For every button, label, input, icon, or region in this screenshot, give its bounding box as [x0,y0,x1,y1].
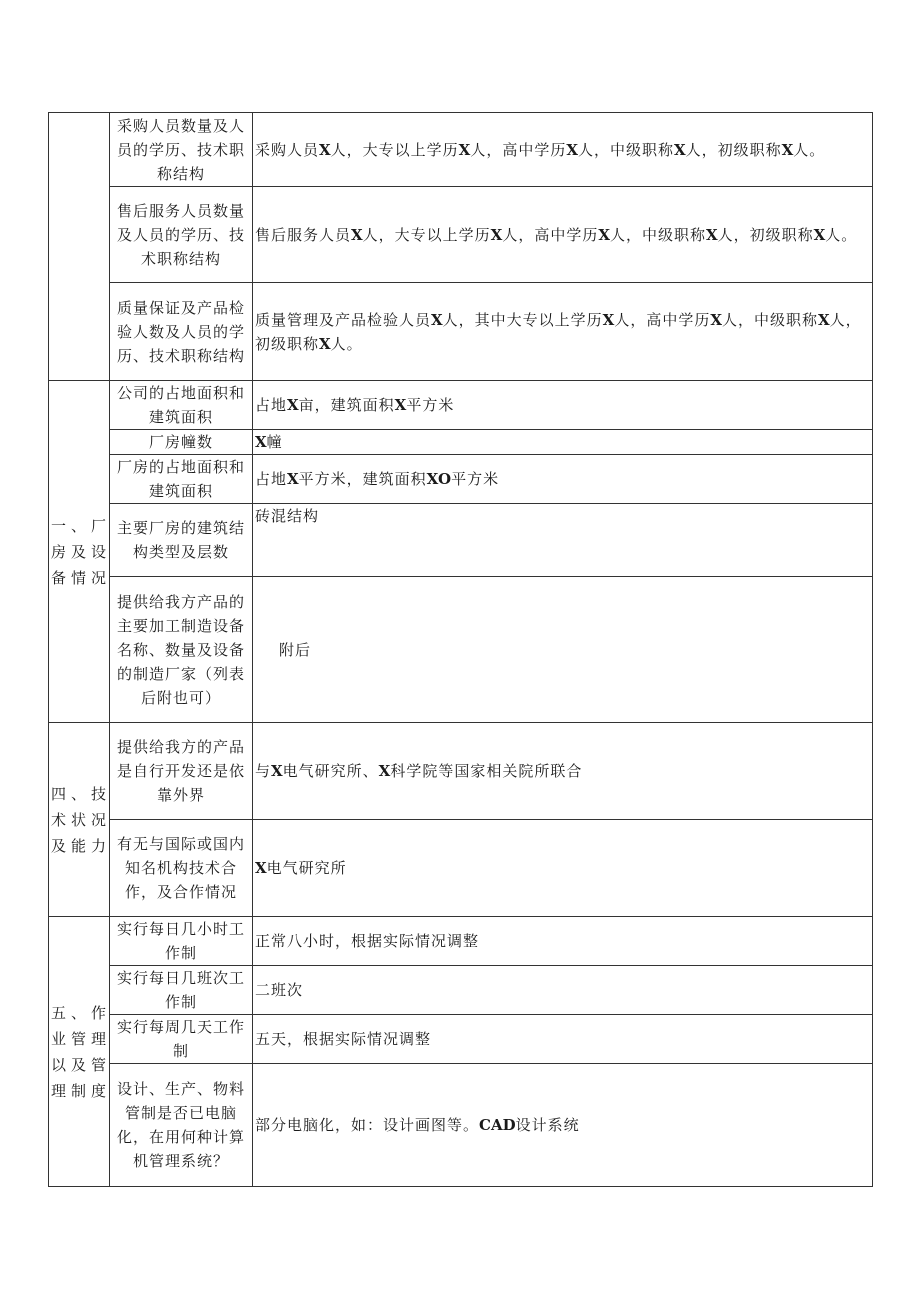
table-row [49,723,873,820]
item-label: 提供给我方产品的主要加工制造设备名称、数量及设备的制造厂家（列表后附也可） [110,577,253,723]
item-value: 砖混结构 [253,504,873,577]
table-row [49,283,873,381]
item-label: 售后服务人员数量及人员的学历、技术职称结构 [110,187,253,283]
table-row [49,966,873,1015]
item-label: 提供给我方的产品是自行开发还是依靠外界 [110,723,253,820]
supplier-info-table [48,112,873,1187]
item-value: X电气研究所 [253,820,873,917]
table-row [49,381,873,430]
item-value: 与X电气研究所、X科学院等国家相关院所联合 [253,723,873,820]
item-label: 设计、生产、物料管制是否已电脑化，在用何种计算机管理系统？ [110,1064,253,1187]
category-cell: 一、厂房及设备情况 [49,381,110,723]
table-row [49,1015,873,1064]
category-cell: 四、技术状况及能力 [49,723,110,917]
table-row [49,917,873,966]
table-row [49,113,873,187]
table-row [49,504,873,577]
item-label: 主要厂房的建筑结构类型及层数 [110,504,253,577]
item-value: 采购人员X人，大专以上学历X人，高中学历X人，中级职称X人，初级职称X人。 [253,113,873,187]
item-label: 质量保证及产品检验人数及人员的学历、技术职称结构 [110,283,253,381]
item-label: 实行每日几小时工作制 [110,917,253,966]
category-cell [49,113,110,381]
table-row [49,187,873,283]
item-value: 占地X亩，建筑面积X平方米 [253,381,873,430]
item-value: 附后 [253,577,873,723]
item-label: 实行每周几天工作制 [110,1015,253,1064]
item-value: 质量管理及产品检验人员X人，其中大专以上学历X人，高中学历X人，中级职称X人，初级职称X人。 [253,283,873,381]
item-label: 采购人员数量及人员的学历、技术职称结构 [110,113,253,187]
item-value: 五天，根据实际情况调整 [253,1015,873,1064]
item-value: 部分电脑化，如：设计画图等。CAD设计系统 [253,1064,873,1187]
category-cell: 五、作业管理以及管理制度 [49,917,110,1187]
item-label: 厂房的占地面积和建筑面积 [110,455,253,504]
table-row [49,430,873,455]
item-label: 有无与国际或国内知名机构技术合作，及合作情况 [110,820,253,917]
item-value: 正常八小时，根据实际情况调整 [253,917,873,966]
table-row [49,1064,873,1187]
table-row [49,455,873,504]
item-value: 占地X平方米，建筑面积XO平方米 [253,455,873,504]
table-row [49,820,873,917]
item-value: X幢 [253,430,873,455]
table-row [49,577,873,723]
item-value: 二班次 [253,966,873,1015]
item-label: 公司的占地面积和建筑面积 [110,381,253,430]
item-label: 实行每日几班次工作制 [110,966,253,1015]
item-value: 售后服务人员X人，大专以上学历X人，高中学历X人，中级职称X人，初级职称X人。 [253,187,873,283]
item-label: 厂房幢数 [110,430,253,455]
